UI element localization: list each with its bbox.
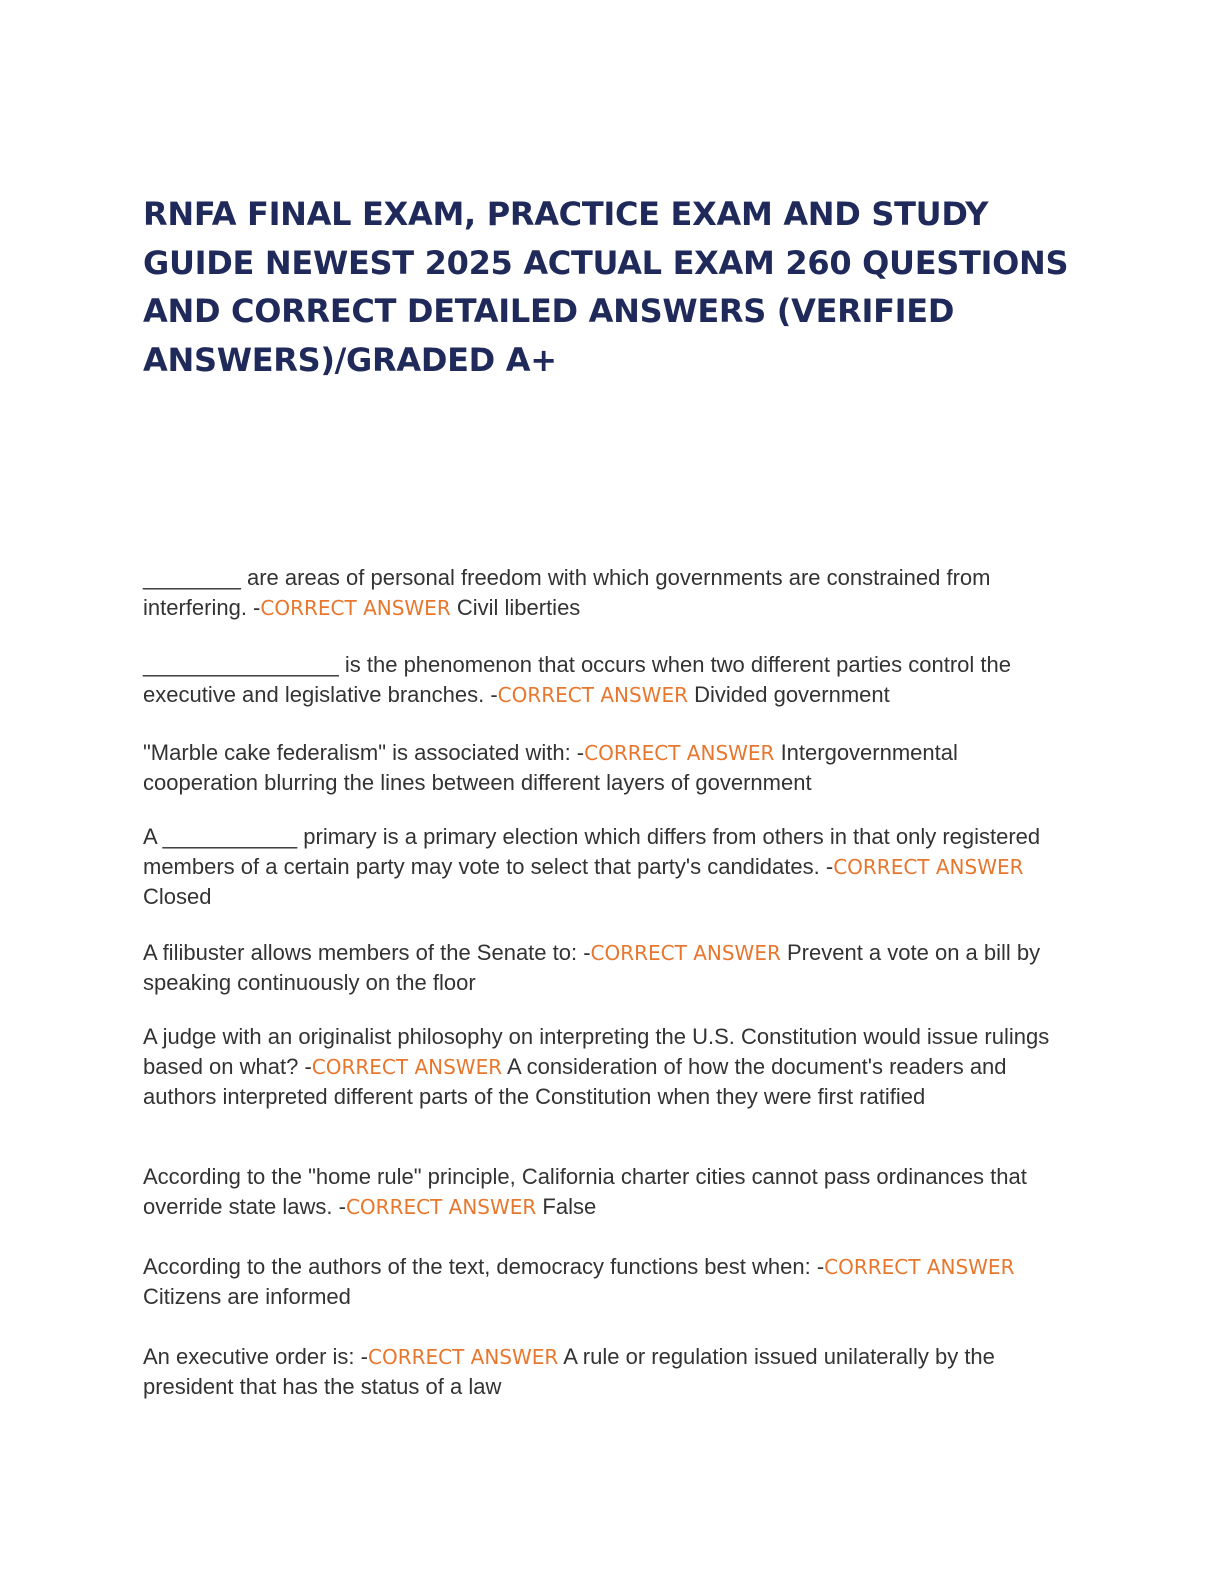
- question-text: According to the authors of the text, democracy functions best when: -: [143, 1254, 825, 1279]
- answer-text: False: [536, 1194, 597, 1219]
- question-text: An executive order is: -: [143, 1344, 368, 1369]
- answer-text: Intergovernmental cooperation blurring the lines between different layers of government: [143, 740, 958, 795]
- correct-answer-label: CORRECT ANSWER: [367, 1345, 559, 1369]
- qa-text: [143, 650, 1073, 710]
- question-text: A ___________ primary is a primary election which differs from others in that only registered members of a certain party may vote to select that party's candidates. -: [143, 824, 1041, 879]
- qa-item: [143, 1162, 1073, 1222]
- qa-text: [143, 1022, 1073, 1112]
- qa-text: [143, 1252, 1073, 1312]
- question-text: "Marble cake federalism" is associated with: -: [143, 740, 585, 765]
- qa-item: [143, 650, 1073, 710]
- correct-answer-label: CORRECT ANSWER: [497, 683, 688, 707]
- answer-text: Closed: [143, 884, 212, 909]
- question-text: ________ are areas of personal freedom with which governments are constrained from interfering. -: [143, 565, 991, 620]
- qa-item: [143, 822, 1073, 912]
- correct-answer-label: CORRECT ANSWER: [833, 855, 1024, 879]
- answer-text: A consideration of how the document's readers and authors interpreted different parts of the Constitution when they were first ratified: [143, 1054, 1007, 1109]
- correct-answer-label: CORRECT ANSWER: [584, 741, 775, 765]
- correct-answer-label: CORRECT ANSWER: [824, 1255, 1015, 1279]
- qa-item: [143, 1252, 1073, 1312]
- qa-text: [143, 738, 1073, 798]
- document-title: RNFA FINAL EXAM, PRACTICE EXAM AND STUDY GUIDE NEWEST 2025 ACTUAL EXAM 260 QUESTIONS AND CORRECT DETAILED ANSWERS (VERIFIED ANSWERS)/GRADED A+: [143, 195, 1069, 379]
- qa-item: [143, 738, 1073, 798]
- answer-text: Prevent a vote on a bill by speaking continuously on the floor: [143, 940, 1041, 995]
- question-text: According to the "home rule" principle, California charter cities cannot pass ordinances that override state laws. -: [143, 1164, 1027, 1219]
- qa-item: [143, 1342, 1073, 1402]
- qa-text: [143, 563, 1073, 623]
- correct-answer-label: CORRECT ANSWER: [311, 1055, 503, 1079]
- qa-text: [143, 822, 1073, 912]
- answer-text: A rule or regulation issued unilaterally by the president that has the status of a law: [143, 1344, 995, 1399]
- answer-text: Citizens are informed: [143, 1284, 351, 1309]
- qa-text: [143, 938, 1073, 998]
- qa-text: [143, 1162, 1073, 1222]
- correct-answer-label: CORRECT ANSWER: [590, 941, 781, 965]
- question-text: A judge with an originalist philosophy on interpreting the U.S. Constitution would issue rulings based on what? -: [143, 1024, 1050, 1079]
- qa-item: [143, 938, 1073, 998]
- question-text: A filibuster allows members of the Senate to: -: [143, 940, 591, 965]
- answer-text: Civil liberties: [450, 595, 581, 620]
- qa-item: [143, 1022, 1073, 1112]
- answer-text: Divided government: [687, 682, 890, 707]
- correct-answer-label: CORRECT ANSWER: [345, 1195, 537, 1219]
- correct-answer-label: CORRECT ANSWER: [260, 596, 451, 620]
- qa-item: [143, 563, 1073, 623]
- question-text: ________________ is the phenomenon that occurs when two different parties control the executive and legislative branches. -: [143, 652, 1011, 707]
- qa-text: [143, 1342, 1073, 1402]
